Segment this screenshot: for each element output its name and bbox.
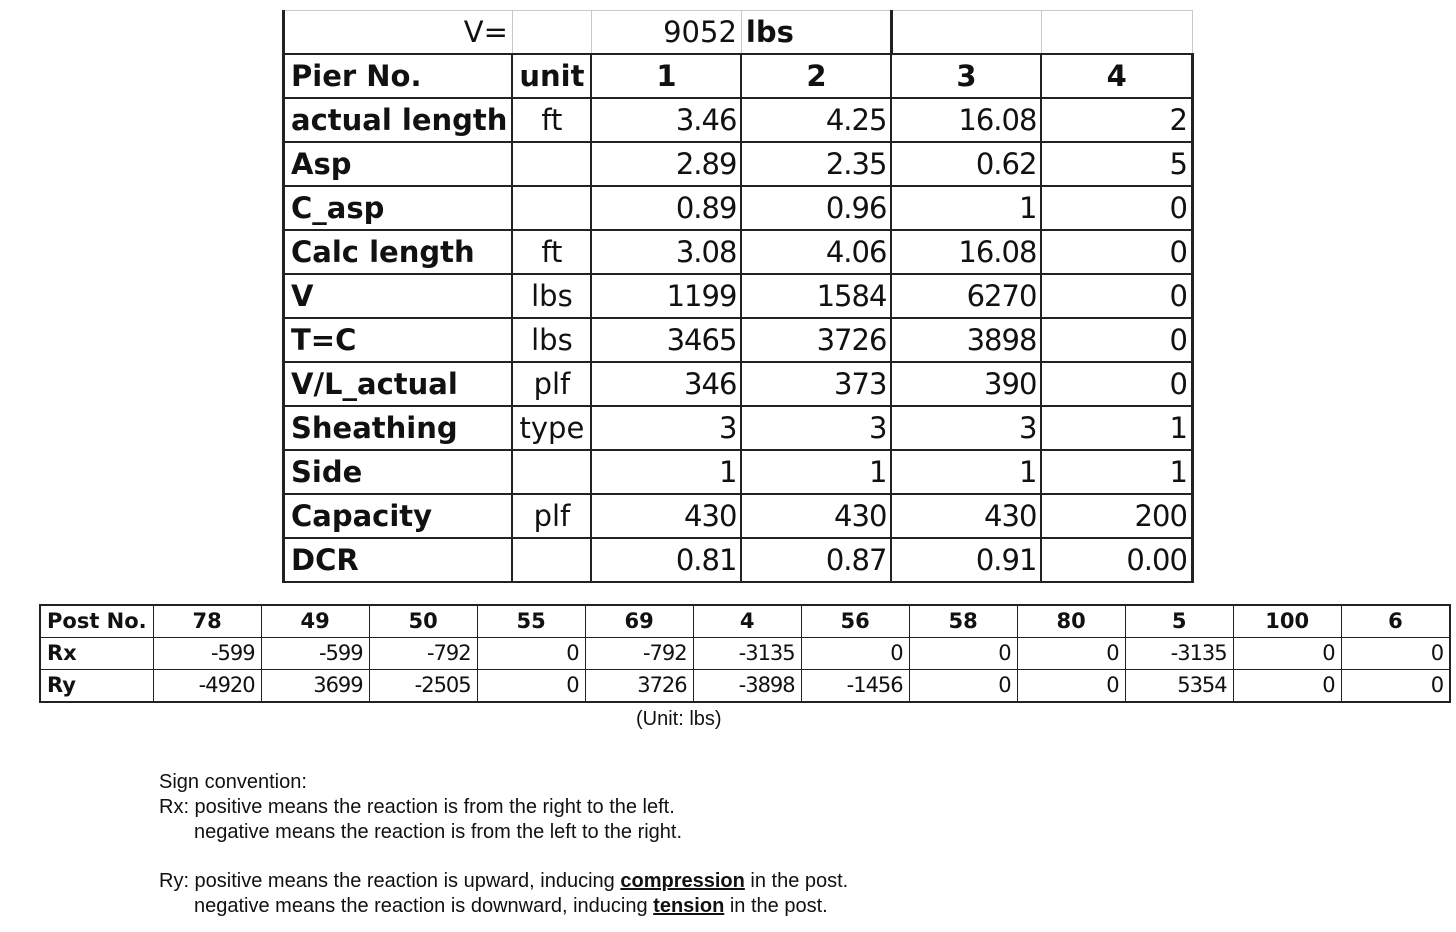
- row-label: V/L_actual: [284, 362, 513, 406]
- row-label: DCR: [284, 538, 513, 582]
- pier-value: 430: [591, 494, 741, 538]
- tension-emphasis: tension: [653, 895, 725, 917]
- pier-value: 0.87: [741, 538, 891, 582]
- reaction-value: 0: [1341, 670, 1450, 703]
- pier-value: 0: [1041, 274, 1192, 318]
- post-no-label: Post No.: [40, 605, 153, 638]
- row-unit: [512, 186, 591, 230]
- reaction-value: 0: [1341, 638, 1450, 670]
- ry-negative-text: negative means the reaction is downward, inducing: [194, 895, 654, 917]
- blank-cell: [1041, 11, 1192, 55]
- row-label: V: [284, 274, 513, 318]
- post-number: 4: [693, 605, 801, 638]
- unit-header: unit: [512, 54, 591, 98]
- pier-value: 3898: [891, 318, 1041, 362]
- reaction-row: [40, 670, 1450, 703]
- total-shear-unit: lbs: [741, 11, 891, 55]
- pier-value: 0.89: [591, 186, 741, 230]
- pier-data-row: [284, 450, 1193, 494]
- post-number: 56: [801, 605, 909, 638]
- pier-data-row: [284, 142, 1193, 186]
- reaction-label: Ry: [40, 670, 153, 703]
- row-unit: lbs: [512, 318, 591, 362]
- pier-value: 0.91: [891, 538, 1041, 582]
- pier-table: [282, 10, 1194, 583]
- post-number: 50: [369, 605, 477, 638]
- reaction-value: -1456: [801, 670, 909, 703]
- row-unit: plf: [512, 362, 591, 406]
- post-number: 100: [1233, 605, 1341, 638]
- reaction-value: 3726: [585, 670, 693, 703]
- pier-value: 3: [891, 406, 1041, 450]
- pier-value: 390: [891, 362, 1041, 406]
- reaction-value: -792: [369, 638, 477, 670]
- unit-note: (Unit: lbs): [636, 708, 722, 730]
- pier-value: 2.89: [591, 142, 741, 186]
- pier-value: 2.35: [741, 142, 891, 186]
- pier-value: 3726: [741, 318, 891, 362]
- reaction-value: -599: [153, 638, 261, 670]
- pier-data-row: [284, 318, 1193, 362]
- post-number: 58: [909, 605, 1017, 638]
- row-unit: type: [512, 406, 591, 450]
- reaction-value: 0: [1233, 670, 1341, 703]
- pier-value: 0: [1041, 186, 1192, 230]
- reaction-value: 0: [1017, 670, 1125, 703]
- blank-cell: [512, 11, 591, 55]
- ry-positive-note: [159, 869, 848, 894]
- pier-value: 16.08: [891, 230, 1041, 274]
- pier-value: 4.25: [741, 98, 891, 142]
- post-number: 49: [261, 605, 369, 638]
- row-unit: lbs: [512, 274, 591, 318]
- row-unit: [512, 538, 591, 582]
- sign-convention-notes: [159, 770, 848, 919]
- reaction-value: 0: [909, 670, 1017, 703]
- pier-value: 1: [1041, 450, 1192, 494]
- pier-number: 1: [591, 54, 741, 98]
- blank-cell: [891, 11, 1041, 55]
- reaction-value: -3135: [693, 638, 801, 670]
- pier-value: 0: [1041, 362, 1192, 406]
- total-shear-row: [284, 11, 1193, 55]
- pier-value: 3465: [591, 318, 741, 362]
- pier-data-row: [284, 538, 1193, 582]
- rx-negative-note: negative means the reaction is from the left to the right.: [194, 821, 683, 843]
- reaction-value: -2505: [369, 670, 477, 703]
- pier-number: 3: [891, 54, 1041, 98]
- row-label: Sheathing: [284, 406, 513, 450]
- pier-value: 1: [891, 450, 1041, 494]
- pier-value: 0.96: [741, 186, 891, 230]
- reaction-value: -3898: [693, 670, 801, 703]
- pier-value: 16.08: [891, 98, 1041, 142]
- ry-positive-text: Ry: positive means the reaction is upward, inducing: [159, 870, 621, 892]
- pier-no-label: Pier No.: [284, 54, 513, 98]
- reaction-value: 0: [1233, 638, 1341, 670]
- pier-value: 1584: [741, 274, 891, 318]
- pier-value: 5: [1041, 142, 1192, 186]
- pier-data-row: [284, 230, 1193, 274]
- total-shear-label: V=: [284, 11, 513, 55]
- pier-header-row: [284, 54, 1193, 98]
- pier-value: 0: [1041, 230, 1192, 274]
- pier-number: 4: [1041, 54, 1192, 98]
- rx-positive-note: Rx: positive means the reaction is from the right to the left.: [159, 796, 675, 818]
- pier-value: 3.08: [591, 230, 741, 274]
- row-label: Calc length: [284, 230, 513, 274]
- pier-value: 3: [741, 406, 891, 450]
- row-label: Asp: [284, 142, 513, 186]
- reaction-value: 0: [477, 670, 585, 703]
- pier-value: 0: [1041, 318, 1192, 362]
- reaction-row: [40, 638, 1450, 670]
- pier-value: 430: [741, 494, 891, 538]
- row-label: C_asp: [284, 186, 513, 230]
- ry-negative-note: [159, 894, 848, 919]
- pier-data-row: [284, 274, 1193, 318]
- row-unit: ft: [512, 98, 591, 142]
- pier-value: 373: [741, 362, 891, 406]
- pier-value: 6270: [891, 274, 1041, 318]
- ry-negative-suffix: in the post.: [724, 895, 828, 917]
- reaction-value: 0: [801, 638, 909, 670]
- pier-value: 200: [1041, 494, 1192, 538]
- reaction-value: 0: [909, 638, 1017, 670]
- reaction-value: 5354: [1125, 670, 1233, 703]
- post-number: 80: [1017, 605, 1125, 638]
- ry-positive-suffix: in the post.: [744, 870, 849, 892]
- pier-value: 0.81: [591, 538, 741, 582]
- reaction-value: -792: [585, 638, 693, 670]
- post-header-row: [40, 605, 1450, 638]
- row-label: Side: [284, 450, 513, 494]
- total-shear-value: 9052: [591, 11, 741, 55]
- pier-number: 2: [741, 54, 891, 98]
- pier-value: 1: [741, 450, 891, 494]
- pier-value: 1: [591, 450, 741, 494]
- reaction-value: -3135: [1125, 638, 1233, 670]
- reaction-label: Rx: [40, 638, 153, 670]
- pier-value: 1199: [591, 274, 741, 318]
- post-number: 69: [585, 605, 693, 638]
- pier-data-row: [284, 98, 1193, 142]
- post-number: 5: [1125, 605, 1233, 638]
- row-unit: [512, 142, 591, 186]
- post-number: 6: [1341, 605, 1450, 638]
- row-label: T=C: [284, 318, 513, 362]
- pier-data-row: [284, 186, 1193, 230]
- row-label: actual length: [284, 98, 513, 142]
- row-unit: [512, 450, 591, 494]
- compression-emphasis: compression: [620, 870, 745, 892]
- pier-value: 4.06: [741, 230, 891, 274]
- pier-data-row: [284, 406, 1193, 450]
- reaction-value: 0: [1017, 638, 1125, 670]
- pier-value: 346: [591, 362, 741, 406]
- post-number: 78: [153, 605, 261, 638]
- pier-value: 1: [1041, 406, 1192, 450]
- pier-value: 3: [591, 406, 741, 450]
- pier-value: 2: [1041, 98, 1192, 142]
- row-unit: ft: [512, 230, 591, 274]
- reaction-value: 3699: [261, 670, 369, 703]
- sign-convention-title: Sign convention:: [159, 771, 307, 793]
- post-number: 55: [477, 605, 585, 638]
- pier-value: 1: [891, 186, 1041, 230]
- post-reactions-table: [39, 604, 1451, 703]
- reaction-value: -599: [261, 638, 369, 670]
- row-label: Capacity: [284, 494, 513, 538]
- pier-value: 0.00: [1041, 538, 1192, 582]
- reaction-value: 0: [477, 638, 585, 670]
- pier-value: 0.62: [891, 142, 1041, 186]
- pier-data-row: [284, 494, 1193, 538]
- pier-data-row: [284, 362, 1193, 406]
- row-unit: plf: [512, 494, 591, 538]
- pier-value: 3.46: [591, 98, 741, 142]
- pier-value: 430: [891, 494, 1041, 538]
- reaction-value: -4920: [153, 670, 261, 703]
